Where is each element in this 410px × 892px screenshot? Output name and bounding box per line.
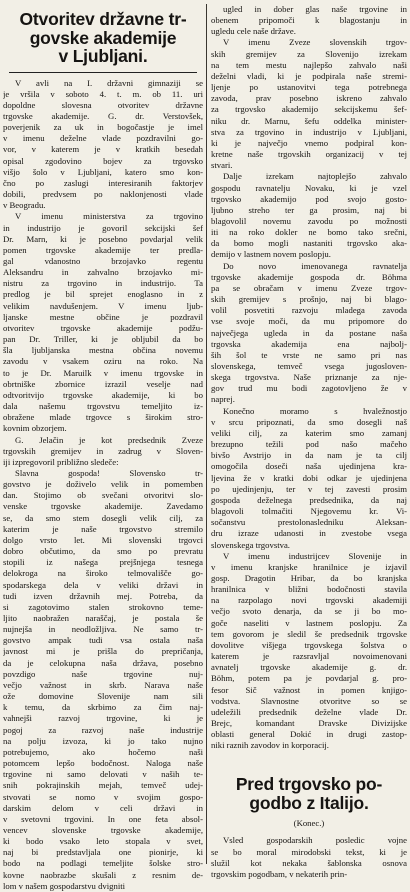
text-line: gal vdanostno brzojavko regentu (3, 256, 203, 266)
text-line: gosp. Dragotin Hribar, da bo kranjska (211, 572, 407, 583)
column-divider (206, 4, 207, 864)
article2-body (211, 835, 407, 880)
right-column (211, 4, 407, 880)
text-line: G. Jelačin je kot predsednik Zveze (15, 434, 203, 445)
text-line: obrtniške zbornice izrazil veselje nad (3, 378, 203, 389)
text-line: trgovska akademija ena najbolj- (211, 338, 407, 349)
paragraph (3, 78, 203, 212)
text-line: predlog je bil sprejet enoglasno in z (3, 289, 203, 300)
text-line: V imenu Zveze slovenskih trgov- (223, 37, 407, 48)
text-line: za trgovsko akademijo sekcijskemu šef- (211, 104, 407, 115)
text-line: dala našemu trgovstvu temeljito iz- (3, 401, 203, 412)
text-line: Brejc, komandant Dravske Divizijske (211, 718, 407, 728)
text-line: demijo v lastnem novem poslopju. (211, 249, 331, 260)
text-line: v imenu kranjske hranilnice je izjavil (211, 561, 407, 572)
text-line: pa se obračam v imenu Zveze trgov- (211, 282, 407, 293)
text-line: veliki cilj, za katerim smo zamanj (211, 427, 407, 438)
text-line: stva za trgovino in industrijo v Ljubljani, (211, 126, 407, 137)
text-line: dolgo vrsto let. Mi slovenski trgovci (3, 534, 203, 545)
text-line: snih pokrajinskih mejah, temveč udej- (3, 780, 203, 791)
paragraph (211, 261, 407, 406)
text-line: trgovskih gremijev in zadrug v Sloven- (3, 445, 203, 456)
text-line: tudi izven državnih mej. Potreba, da (3, 590, 203, 601)
text-line: višjo šolo v Ljubljani, katero smo kon- (3, 166, 203, 177)
text-line: v Beogradu. (3, 200, 46, 211)
text-line: dopoldne slovesna otvoritev državne (3, 99, 203, 110)
article2-subtitle: (Konec.) (293, 818, 325, 829)
text-line: Dalje izrekam najtoplejšo zahvalo (223, 171, 407, 182)
text-line: na polju izvoza, ki jo tako nujno (3, 735, 203, 746)
text-line: nistru za trgovino in industrijo. Ta (3, 278, 203, 289)
article1-continuation (211, 4, 407, 751)
text-line: Aleksandru in zahvalno brzojavko mi- (3, 267, 203, 278)
text-line: kovnim obzorjem. (3, 423, 67, 434)
text-line: služil kot nekaka šablonska osnova (211, 857, 407, 868)
headline-line: govske akademije (29, 27, 177, 48)
text-line: ki bodo vsako leto stopala v svet, (3, 836, 203, 847)
text-line: to je Dr. Maruilk v imenu trgovske in (3, 367, 203, 378)
text-line: trgovskim pogodbam, v nekaterih prin- (211, 868, 348, 879)
text-line: udeležili predsednik deželne vlade Dr. (211, 706, 407, 717)
text-line: sočanstvu prestolonasledniku Aleksan- (211, 517, 407, 528)
text-line: bodo na podlagi temeljite šolske stro- (3, 858, 203, 869)
text-line: dobro občutimo, da smo po prevratu (3, 546, 203, 557)
text-line: ljenje po ustanovitvi tega potrebnega (211, 82, 407, 93)
text-line: stvari. (211, 160, 233, 171)
text-line: V avli na I. državni gimnaziji se (15, 77, 203, 88)
text-line: naprej. (211, 394, 235, 405)
text-line: opisal zgodovino bojev za trgovsko (3, 155, 203, 166)
text-line: kovne naobrazbe skušali z resnim de- (3, 869, 203, 880)
text-line: V imenu ministerstva za trgovino (15, 211, 203, 222)
headline-line: Pred trgovsko po- (235, 774, 383, 795)
text-line: je vršila v soboto 4. t. m. ob 11. uri (3, 88, 203, 99)
headline-rule (9, 72, 197, 73)
text-line: vahnejši razvoj trgovine, ki je (3, 713, 203, 724)
paragraph (211, 835, 407, 880)
text-line: katerim je naše trgovstvo stremilo (3, 523, 203, 534)
text-line: venske trgovske akademije. Zavedamo (3, 501, 203, 512)
text-line: pan Dr. Triller, ki je obljubil da bo (3, 334, 203, 345)
text-line: povzdigo naše trgovine nuj- (3, 668, 203, 679)
text-line: otvoritev trgovske akademije podžu- (3, 322, 203, 333)
text-line: brezupno težili pod našo mačeho (211, 439, 407, 450)
text-line: stopili iz našega prejšnjega tesnega (3, 557, 203, 568)
text-line: katerem je razsravljal novoimenovani (211, 651, 407, 662)
paragraph (211, 406, 407, 551)
text-line: ugledu cele naše države. (211, 26, 296, 37)
text-line: govstvo je doživelo velik in pomemben (3, 479, 203, 490)
paragraph (211, 37, 407, 171)
text-line: odtvoritvijo trgovske akademije, ki bo (3, 389, 203, 400)
text-line: iji izpregovoril približno sledeče: (3, 456, 119, 467)
text-line: da je celokupna naša država, posebno (3, 657, 203, 668)
text-line: vse svoje moči, da mu pripomore do (211, 316, 407, 327)
text-line: se bo moral mirodobski tekst, ki je (211, 846, 407, 857)
text-line: gospodu ravnatelju Novaku, ki je vzel (211, 182, 407, 193)
text-line: oblasti general Dokić in drugi zastop- (211, 729, 407, 740)
text-line: pomen trgovske akademije ter predla- (3, 244, 203, 255)
text-line: skega trgovstva. Naše priznanje za nje- (211, 372, 407, 383)
text-line: iti na roko dokler ne bomo tako srečni, (211, 227, 407, 238)
headline-line: godbo z Italijo. (249, 792, 369, 813)
text-line: v srcu pripoznati, da smo dosegli naš (211, 416, 407, 427)
text-line: potomcem lepšo bodočnost. Naloga naše (3, 758, 203, 769)
text-line: goče naseliti v lastnem poslopju. Za (211, 617, 407, 628)
text-line: dan. Stojimo ob svečani otvoritvi slo- (3, 490, 203, 501)
text-line: skih gremijev s prošnjo, naj bi blago- (211, 294, 407, 305)
text-line: spodarskega dela v veliki državi in (3, 579, 203, 590)
text-line: volil posvetiti razvoju mladega zavoda (211, 305, 407, 316)
text-line: darskim delom v celi državi in (3, 802, 203, 813)
text-line: ljevina že v kratki dobi odkar je ujedinjena (211, 472, 407, 483)
text-line: blagovoli tolmačiti Njegovemu kr. Vi- (211, 506, 407, 517)
text-line: omogočila doseči naša ujedinjena kra- (211, 461, 407, 472)
text-line: v svetovni trgovini. In one feta absol- (3, 813, 203, 824)
text-line: deželni vladi, ki je podpirala naše stremi- (211, 70, 407, 81)
text-line: ože domovine Slovenije nam sili (3, 691, 203, 702)
text-line: gov trud mu bodi zagotovljeno že v (211, 383, 407, 394)
text-line: ših šol te vrste ne samo pri nas (211, 349, 407, 360)
text-line: naj bi predstavljala one pionirje, ki (3, 847, 203, 858)
text-line: niku dr. Marnu, šefu oddelka minister- (211, 115, 407, 126)
paragraph (211, 171, 407, 260)
text-line: Do novo imenovanega ravnatelja (223, 260, 407, 271)
text-line: fesor Sič važnost in pomen knjigo- (211, 684, 407, 695)
text-line: slovenskega, temveč vsega jugosloven- (211, 361, 407, 371)
text-line: si zagotovimo stalen strokovno teme- (3, 601, 203, 612)
text-line: javnost mi je prišla do prepričanja, (3, 646, 203, 657)
text-line: ljito naobražen naraščaj, je postala še (3, 613, 203, 623)
headline-line: Otvoritev državne tr- (19, 9, 187, 29)
text-line: zavoda, prav posebno iskreno zahvalo (211, 93, 407, 104)
text-line: velikim navdušenjem. V imenu ljub- (3, 300, 203, 311)
text-line: slovenskega trgovstva. (211, 539, 290, 550)
text-line: nujnejša in neodložljiva. Ne samo tr- (3, 624, 203, 635)
text-line: čno po zaslugi interesiranih faktorjev (3, 177, 203, 188)
text-line: ugled in dober glas naše trgovine in (223, 4, 407, 14)
text-line: in industrijo je govoril sekcijski šef (3, 222, 203, 233)
paragraph (3, 435, 203, 468)
paragraph (3, 468, 203, 892)
text-line: Konečno moramo s hvaležnostjo (223, 405, 407, 416)
text-line: V imenu industrijcev Slovenije in (223, 550, 407, 561)
text-line: trgovske akademije gospoda dr. Böhma (211, 271, 407, 282)
text-line: k temu, da skrbimo za čim naj- (3, 702, 203, 713)
text-line: pogoj za razvoj naše industrije (3, 724, 203, 735)
paragraph (211, 551, 407, 752)
text-line: da bomo mogli nastaniti trgovsko aka- (211, 238, 407, 249)
text-line: zavodu v vsakem oziru na roko. Na (3, 356, 203, 367)
text-line: v imenu deželne vlade pozdravilni go- (3, 133, 203, 144)
article1-headline (3, 10, 203, 66)
text-line: kretne naše trgovskih organizacij v tej (211, 149, 407, 160)
text-line: obražene mlade trgovce s širokim stro- (3, 412, 203, 423)
text-line: avnatelj trgovske akademije g. dr. (211, 662, 407, 673)
text-line: na tem mestu najlepšo zahvalo naši (211, 59, 407, 70)
text-line: obenem pripomoči k blagostanju in (211, 15, 407, 26)
text-line: Böhm, potem pa je povdarjal g. pro- (211, 673, 407, 684)
text-line: trgovsko akademijo pod svojo gosto- (211, 193, 407, 204)
text-line: tem govorom je sledil še predsednik trgovske (211, 628, 407, 639)
text-line: Slavna gospoda! Slovensko tr- (15, 467, 203, 478)
text-line: potrebujemo, ako hočemo naši (3, 746, 203, 757)
article2-headline (211, 775, 407, 812)
article1-body (3, 78, 203, 892)
text-line: po ujedinjenju, ter v tej zavesti prosim (211, 483, 407, 494)
text-line: trgovine ni samo delovati v naših te- (3, 769, 203, 780)
text-line: vodstva. Slavnostne otvoritve so se (211, 695, 407, 706)
text-line: hranilnica v bližni bodočnosti stavila (211, 584, 407, 595)
text-line: gospoda deželnega predsednika, da naj (211, 494, 407, 505)
text-line: Vsled gospodarskih posledic vojne (223, 835, 407, 846)
text-line: dobili, predvsem po naklonjenosti vlade (3, 189, 203, 200)
text-line: delokroga na širokо telmovališče go- (3, 568, 203, 579)
text-line: ljanske mestne občine je pozdravil (3, 311, 203, 322)
text-line: vor, v katerem je v kratkih besedah (3, 144, 203, 155)
paragraph (3, 211, 203, 434)
text-line: Dr. Marn, ki je posebno povdarjal velik (3, 233, 203, 244)
text-line: največjega ugleda in da postane naša (211, 327, 407, 338)
text-line: niki raznih zavodov in korporacij. (211, 740, 329, 751)
text-line: skih gremijev za Slovenijo izrekam (211, 48, 407, 59)
text-line: lom v našem gospodarstvu dvigniti (3, 880, 126, 891)
text-line: na razpolago novi trgovski akademiji (211, 595, 407, 606)
text-line: dovolitve višjega trgovskega šolstva o (211, 639, 407, 650)
text-line: večjo važnost in skrb. Narava naše (3, 679, 203, 690)
text-line: stvovati se nomo v svojim gospo- (3, 791, 203, 802)
text-line: se, da smo stem dosegli velik cilj, za (3, 512, 203, 523)
text-line: ljubno streho ter ga prosim, naj bi (211, 204, 407, 215)
text-line: večjo svoto denarja, da se ji bo mo- (211, 606, 407, 617)
text-line: vencev slovenske trgovske akademije, (3, 824, 203, 835)
text-line: govstvo ampak tudi vsa ostala naša (3, 635, 203, 646)
text-line: ki je največjo vnemo podpiral kon- (211, 137, 407, 148)
left-column (3, 4, 203, 892)
text-line: blagovolil novemu zavodu po možnosti (211, 215, 407, 226)
text-line: dru izraze udanosti in zvestobe vsega (211, 528, 407, 539)
text-line: poverjenik za uk in bogočastje je imel (3, 122, 203, 133)
headline-line: v Ljubljani. (58, 46, 148, 66)
text-line: trgovske akademije. G. dr. Verstovšek, (3, 110, 203, 121)
text-line: šla ljubljanska mestna občina novemu (3, 345, 203, 356)
text-line: bivšo Avstrijo in da nam je ta cilj (211, 450, 407, 461)
paragraph (211, 4, 407, 37)
